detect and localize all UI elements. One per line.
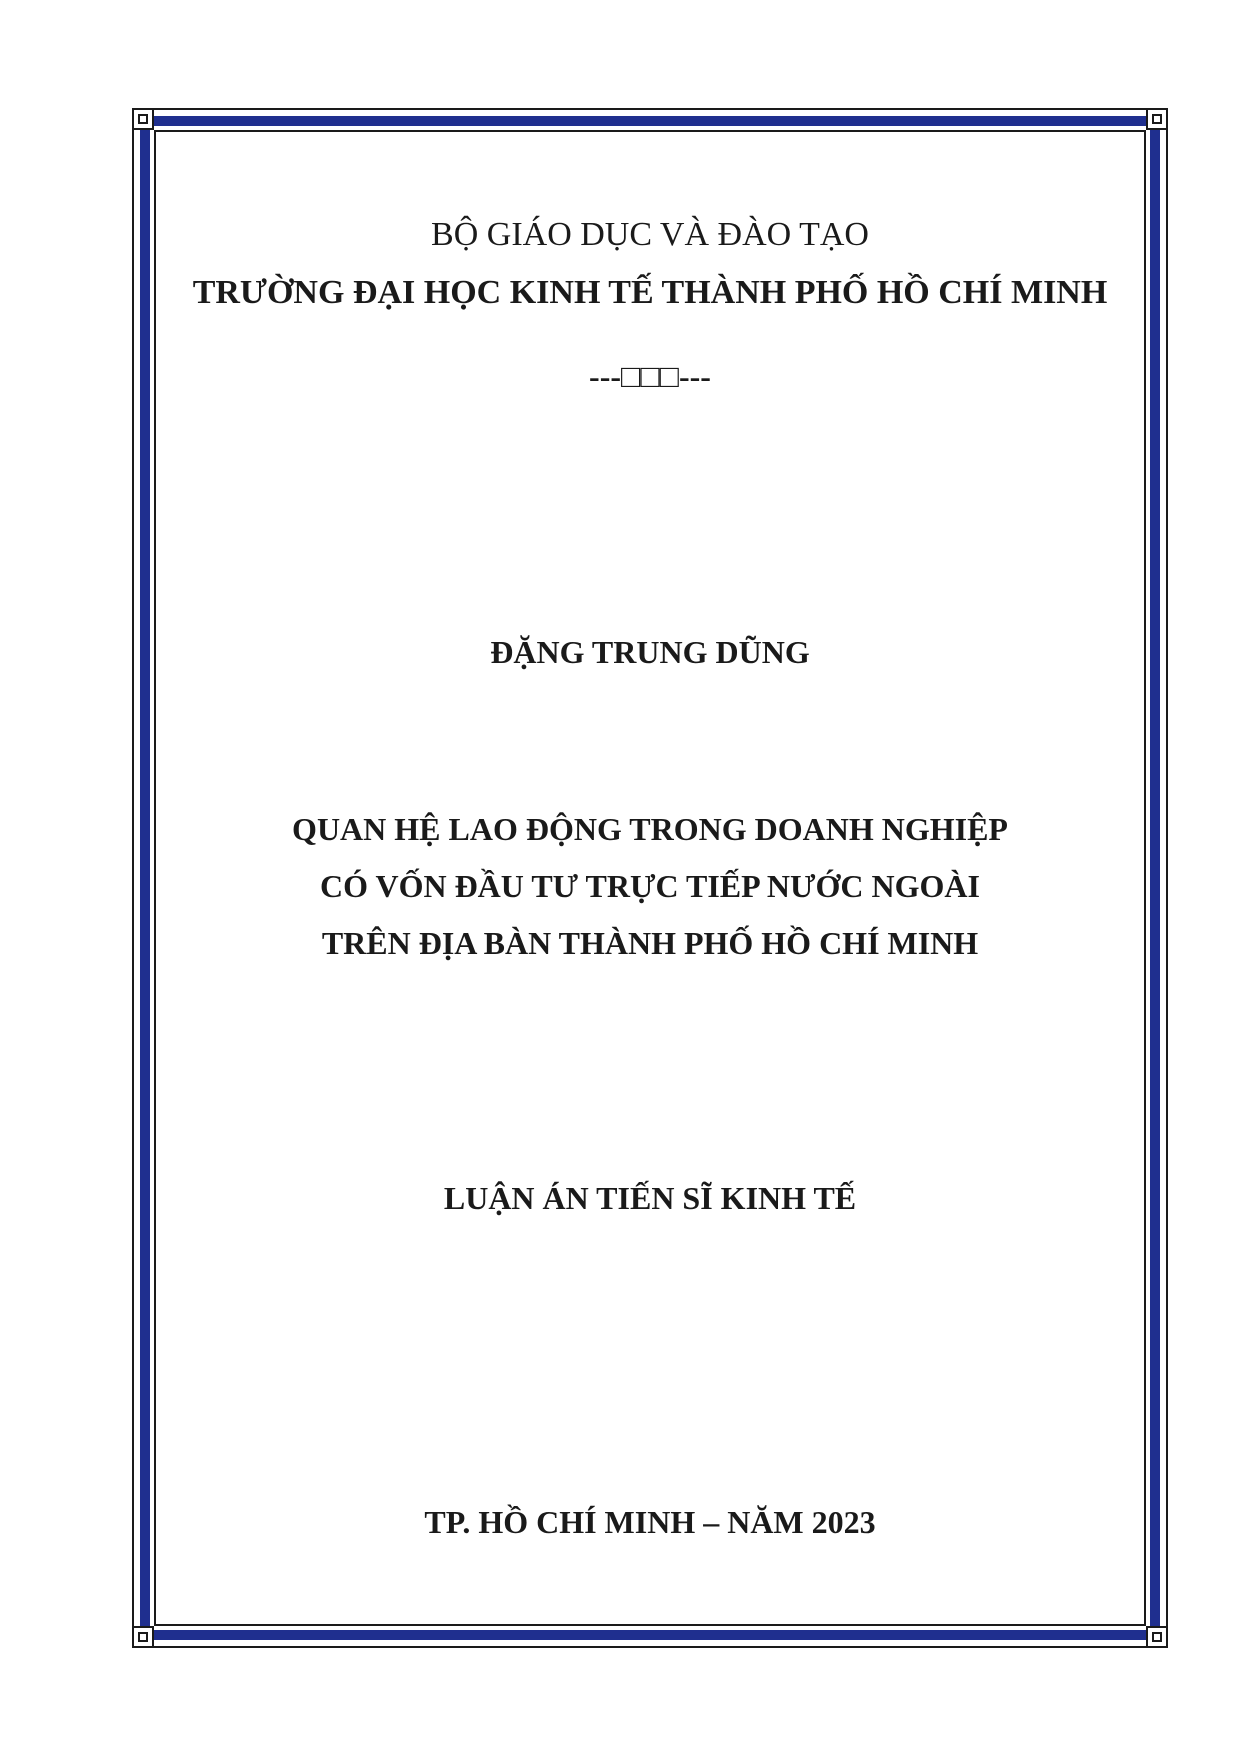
degree-type: LUẬN ÁN TIẾN SĨ KINH TẾ bbox=[443, 1180, 857, 1216]
university-name: TRƯỜNG ĐẠI HỌC KINH TẾ THÀNH PHỐ HỒ CHÍ MINH bbox=[192, 274, 1108, 311]
thesis-title-line-2: CÓ VỐN ĐẦU TƯ TRỰC TIẾP NƯỚC NGOÀI bbox=[320, 868, 980, 904]
thesis-title-line-1: QUAN HỆ LAO ĐỘNG TRONG DOANH NGHIỆP bbox=[292, 811, 1008, 847]
thesis-title-line-3: TRÊN ĐỊA BÀN THÀNH PHỐ HỒ CHÍ MINH bbox=[321, 925, 979, 961]
author-name: ĐẶNG TRUNG DŨNG bbox=[490, 634, 810, 670]
frame-corner-ornament-top-right bbox=[1146, 108, 1168, 130]
frame-corner-ornament-bottom-left bbox=[132, 1626, 154, 1648]
frame-corner-ornament-bottom-right bbox=[1146, 1626, 1168, 1648]
place-and-year: TP. HỒ CHÍ MINH – NĂM 2023 bbox=[424, 1504, 876, 1540]
header-ornament: ---□□□--- bbox=[589, 358, 711, 394]
ministry-name: BỘ GIÁO DỤC VÀ ĐÀO TẠO bbox=[431, 216, 869, 253]
frame-corner-ornament-top-left bbox=[132, 108, 154, 130]
